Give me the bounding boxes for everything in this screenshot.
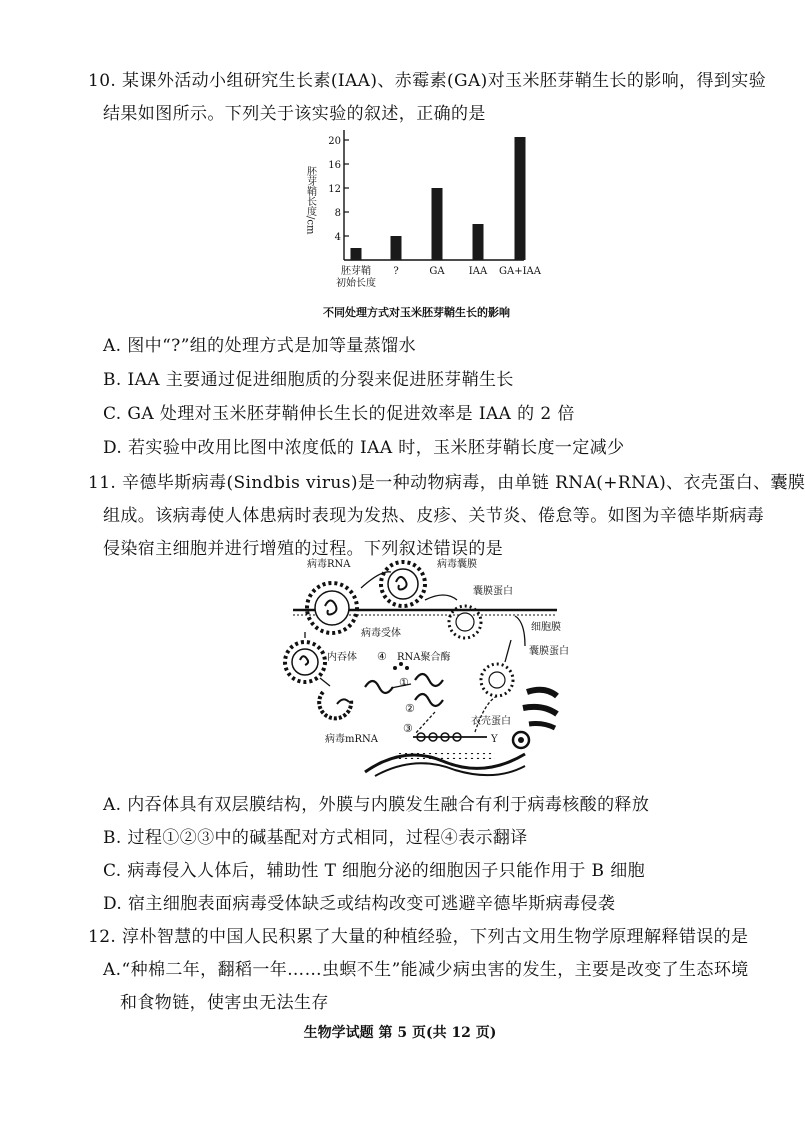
label-envelope-protein-right: 囊膜蛋白 <box>529 646 569 657</box>
x-tick-label: 胚芽鞘 <box>341 266 371 277</box>
x-tick-label: GA+IAA <box>499 266 541 277</box>
bar-1 <box>391 236 402 260</box>
receptor-vesicle-icon <box>513 732 529 748</box>
q11-stem-line2: 组成。该病毒使人体患病时表现为发热、皮疹、关节炎、倦怠等。如图为辛德毕斯病毒 <box>103 506 765 526</box>
label-capsid-protein: 衣壳蛋白 <box>471 716 511 727</box>
bar-2 <box>432 188 443 260</box>
x-tick-label: 初始长度 <box>336 278 376 289</box>
sindbis-infection-diagram <box>265 552 575 778</box>
y-tick-label: 20 <box>328 136 341 147</box>
label-rna-polymerase: RNA聚合酶 <box>397 652 451 663</box>
virus-particle-binding <box>307 583 357 633</box>
y-tick-label: 4 <box>334 232 341 243</box>
viral-mrna-strand <box>413 733 487 741</box>
q11-stem-line3: 侵染宿主细胞并进行增殖的过程。下列叙述错误的是 <box>103 539 504 559</box>
q11-option-b: B. 过程①②③中的碱基配对方式相同，过程④表示翻译 <box>103 828 528 848</box>
endosome-icon <box>285 642 325 682</box>
q10-bar-chart <box>296 124 541 304</box>
q11-option-a: A. 内吞体具有双层膜结构，外膜与内膜发生融合有利于病毒核酸的释放 <box>103 795 650 815</box>
q11-option-d: D. 宿主细胞表面病毒受体缺乏或结构改变可逃避辛德毕斯病毒侵袭 <box>103 894 616 914</box>
bar-0 <box>351 248 362 260</box>
bar-3 <box>473 224 484 260</box>
virus-particle-top <box>381 562 425 606</box>
label-step3: ③ <box>403 722 413 735</box>
label-y-mark: Y <box>491 734 498 745</box>
y-tick-label: 8 <box>334 208 341 219</box>
y-tick-label: 16 <box>328 160 341 171</box>
label-step2: ② <box>405 702 415 715</box>
q12-option-a-line1: A.“种棉二年，翻稻一年……虫螟不生”能减少病虫害的发生，主要是改变了生态环境 <box>103 960 749 980</box>
golgi-icon <box>523 690 557 728</box>
label-viral-mrna: 病毒mRNA <box>325 734 378 745</box>
x-tick-label: GA <box>429 266 445 277</box>
label-envelope-protein-top: 囊膜蛋白 <box>473 586 513 597</box>
endoplasmic-reticulum-icon <box>365 754 525 776</box>
page-footer: 生物学试题 第 5 页(共 12 页) <box>303 1025 497 1041</box>
label-step1: ① <box>399 676 409 689</box>
q10-option-c: C. GA 处理对玉米胚芽鞘伸长生长的促进效率是 IAA 的 2 倍 <box>103 404 575 424</box>
x-tick-label: IAA <box>468 266 488 277</box>
q10-option-b: B. IAA 主要通过促进细胞质的分裂来促进胚芽鞘生长 <box>103 370 514 390</box>
label-endosome: 内吞体 <box>327 652 357 663</box>
q10-option-a: A. 图中“?”组的处理方式是加等量蒸馏水 <box>103 336 416 356</box>
bar-4 <box>515 137 526 260</box>
label-virus-receptor: 病毒受体 <box>361 628 401 639</box>
q10-stem-line2: 结果如图所示。下列关于该实验的叙述，正确的是 <box>103 104 486 124</box>
q10-option-d: D. 若实验中改用比图中浓度低的 IAA 时，玉米胚芽鞘长度一定减少 <box>103 438 625 458</box>
y-axis-label: 胚芽鞘长度/cm <box>304 166 316 235</box>
label-viral-envelope: 病毒囊膜 <box>437 559 477 570</box>
label-step4: ④ <box>377 650 387 663</box>
chart-caption: 不同处理方式对玉米胚芽鞘生长的影响 <box>323 306 510 319</box>
q11-stem-line1: 11. 辛德毕斯病毒(Sindbis virus)是一种动物病毒，由单链 RNA(+RNA)、衣壳蛋白、囊膜 <box>88 473 805 493</box>
label-cell-membrane: 细胞膜 <box>531 622 561 633</box>
uncoating-virus-icon <box>319 692 351 718</box>
q12-option-a-line2: 和食物链，使害虫无法生存 <box>120 993 329 1013</box>
label-viral-rna: 病毒RNA <box>307 559 351 570</box>
q11-option-c: C. 病毒侵入人体后，辅助性 T 细胞分泌的细胞因子只能作用于 B 细胞 <box>103 861 646 881</box>
q12-stem: 12. 淳朴智慧的中国人民积累了大量的种植经验，下列古文用生物学原理解释错误的是 <box>88 927 749 947</box>
assembling-virus <box>481 664 513 696</box>
x-tick-label: ? <box>393 266 399 277</box>
y-tick-label: 12 <box>328 184 341 195</box>
q10-stem-line1: 10. 某课外活动小组研究生长素(IAA)、赤霉素(GA)对玉米胚芽鞘生长的影响，得到实验 <box>88 71 767 91</box>
